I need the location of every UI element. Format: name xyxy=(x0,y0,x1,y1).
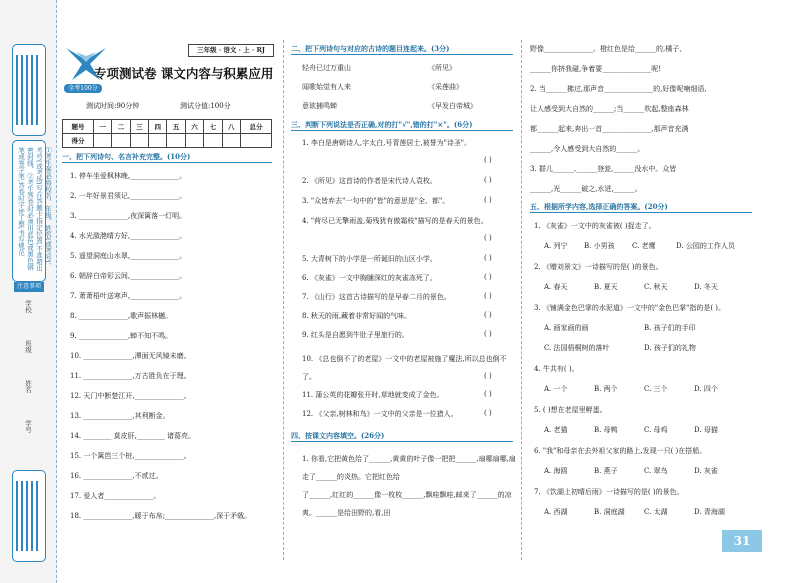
s5-option[interactable]: B. 孩子们的手印 xyxy=(644,324,696,332)
s3-answer[interactable]: ( ) xyxy=(484,254,492,262)
s5-option[interactable]: A. 海鸥 xyxy=(544,467,568,475)
s1-item[interactable]: 12. 天门中断楚江开,______________。 xyxy=(70,392,191,400)
notice-tag: 注意事项 xyxy=(14,282,44,292)
score-header-cell: 五 xyxy=(167,120,185,134)
score-table xyxy=(62,119,272,148)
section-underline xyxy=(530,212,752,213)
s3-answer[interactable]: ( ) xyxy=(484,390,492,398)
s1-item[interactable]: 3. ______________,夜深篱落一灯明。 xyxy=(70,212,187,220)
section4-heading: 四、按课文内容填空。(26分) xyxy=(291,431,385,440)
s3-answer[interactable]: ( ) xyxy=(484,311,492,319)
score-header-cell: 总分 xyxy=(240,120,271,134)
s1-item[interactable]: 14. ________ 莫皮肝,________ 诸葛亮。 xyxy=(70,432,196,440)
s3-answer[interactable]: ( ) xyxy=(484,330,492,338)
s1-item[interactable]: 18. ______________,暖于布帛;______________,深于矛戟。 xyxy=(70,512,252,520)
s5-option[interactable]: D. 灰雀 xyxy=(694,467,718,475)
page-title: 专项测试卷 课文内容与积累应用 xyxy=(94,66,274,81)
s1-item[interactable]: 7. 萧萧梧叶送寒声,______________。 xyxy=(70,292,187,300)
section5-heading: 五、根据所学内容,选择正确的答案。(20分) xyxy=(530,202,668,211)
s5-option[interactable]: C. 太湖 xyxy=(644,508,668,516)
s3-answer[interactable]: ( ) xyxy=(484,409,492,417)
s3-answer[interactable]: ( ) xyxy=(484,196,492,204)
score-cell[interactable] xyxy=(204,134,222,148)
column-divider xyxy=(521,40,522,560)
s4-p2[interactable]: 让人感受到大自然的______;当______吹起,整座森林 xyxy=(530,105,689,113)
grade-tag: 三年级 · 语文 · 上 · RJ xyxy=(188,44,274,57)
score-cell[interactable] xyxy=(149,134,167,148)
score-cell[interactable] xyxy=(93,134,111,148)
s1-item[interactable]: 1. 停车坐爱枫林晚,______________。 xyxy=(70,172,187,180)
s5-option[interactable]: B. 母鸭 xyxy=(594,426,618,434)
test-score: 测试分值:100分 xyxy=(180,102,231,110)
s5-option[interactable]: B. 小男孩 xyxy=(584,242,615,250)
s5-option[interactable]: D. 四个 xyxy=(694,385,718,393)
score-cell[interactable] xyxy=(222,134,240,148)
s2-left-item[interactable]: 闻歌始觉有人来 xyxy=(302,83,351,91)
s5-option[interactable]: C. 秋天 xyxy=(644,283,668,291)
s5-question: 1. 《灰雀》一文中的灰雀被( )捉走了。 xyxy=(534,222,656,230)
binding-decoration-top xyxy=(12,44,46,136)
s3-item: 5. 大青树下的小学是一所诞旧的山区小学。 xyxy=(302,255,437,263)
s5-option[interactable]: A. 春天 xyxy=(544,283,568,291)
s1-item[interactable]: 8. ______________,歌声振林樾。 xyxy=(70,312,173,320)
s3-item: 1. 李白是唐朝诗人,字太白,号青莲居士,被誉为"诗圣"。 xyxy=(302,139,472,147)
binding-decoration-bottom xyxy=(12,470,46,562)
test-time: 测试时间:90分钟 xyxy=(86,102,140,110)
s5-option[interactable]: A. 老猫 xyxy=(544,426,568,434)
field-school: 学校 xyxy=(24,300,32,313)
s5-question: 6. "我"和母亲在去外祖父家的路上,发现一只( )在搭船。 xyxy=(534,447,707,455)
s5-question: 7. 《饮湖上初晴后雨》一诗描写的是( )的景色。 xyxy=(534,488,684,496)
s4-p2[interactable]: 都______起来,奔出一首______________,那声音充满 xyxy=(530,125,689,133)
score-header-cell: 七 xyxy=(204,120,222,134)
student-info-fields xyxy=(18,300,42,470)
s5-option[interactable]: D. 青海湖 xyxy=(694,508,725,516)
s2-left-item[interactable]: 轻舟已过万重山 xyxy=(302,64,351,72)
s1-item[interactable]: 4. 水光潋滟晴方好,______________。 xyxy=(70,232,187,240)
section3-heading: 三、判断下列说法是否正确,对的打"√",错的打"×"。(6分) xyxy=(291,120,473,129)
s5-option[interactable]: C. 法国梧桐树的落叶 xyxy=(544,344,610,352)
s1-item[interactable]: 2. 一年好景君须记,______________。 xyxy=(70,192,187,200)
s1-item[interactable]: 11. ______________,万古胜负在于理。 xyxy=(70,372,191,380)
s5-question: 5. ( )想在老屋里孵蛋。 xyxy=(534,406,607,414)
s2-right-item[interactable]: 《所见》 xyxy=(428,64,456,72)
s3-answer[interactable]: ( ) xyxy=(484,273,492,281)
section-underline xyxy=(291,130,513,131)
binding-margin xyxy=(0,0,57,583)
s5-option[interactable]: D. 孩子们的礼物 xyxy=(644,344,696,352)
s3-item: 7. 《山行》这首古诗描写的是早春二月的景色。 xyxy=(302,293,451,301)
score-header-cell: 四 xyxy=(149,120,167,134)
field-name: 姓名 xyxy=(24,380,32,393)
s3-item: 11. 蒲公英的花瓣张开时,草地就变成了金色。 xyxy=(302,391,444,399)
s1-item[interactable]: 10. ______________,潭面无风镜未磨。 xyxy=(70,352,191,360)
s5-option[interactable]: D. 母猫 xyxy=(694,426,718,434)
field-number: 学号 xyxy=(24,420,32,433)
section-underline xyxy=(291,441,513,442)
s5-question: 2. 《赠刘景文》一诗描写的是( )的景色。 xyxy=(534,263,663,271)
score-cell[interactable] xyxy=(130,134,148,148)
s3-answer[interactable]: ( ) xyxy=(484,176,492,184)
section2-heading: 二、把下列诗句与对应的古诗的题目连起来。(3分) xyxy=(291,44,450,53)
s4-p1-b[interactable]: 了______,红红的______像一枚枚______,飘哇飘哇,邮来了______的凉爽。______是给田野的,看,田 xyxy=(302,491,512,517)
s3-item: 9. 红头是自愿到牛肚子里旅行的。 xyxy=(302,331,409,339)
s5-option[interactable]: B. 燕子 xyxy=(594,467,618,475)
s4-p1-cont[interactable]: ______你挤我碰,争着要______________呢! xyxy=(530,65,662,73)
s4-p1-a[interactable]: 1. 你看,它把黄色给了______,黄黄的叶子像一把把______,扇哪扇哪,扇走了______的炎热。它把红色给 xyxy=(302,455,516,481)
section1-heading: 一、把下列诗句、名言补充完整。(10分) xyxy=(62,152,191,161)
s1-item[interactable]: 13. ______________,其利断金。 xyxy=(70,412,170,420)
s5-option[interactable]: C. 老鹰 xyxy=(632,242,656,250)
s5-option[interactable]: C. 翠鸟 xyxy=(644,467,668,475)
section-underline xyxy=(62,162,272,163)
s4-p3[interactable]: 3. 群儿______,______登瓮,______没水中。众皆 xyxy=(530,165,677,173)
s3-answer[interactable]: ( ) xyxy=(484,156,492,164)
s3-item: 12. 《父亲,树林和鸟》一文中的父亲是一位猎人。 xyxy=(302,410,458,418)
s5-option[interactable]: D. 冬天 xyxy=(694,283,718,291)
s3-answer[interactable]: ( ) xyxy=(484,372,492,380)
s1-item[interactable]: 16. ______________,不贰过。 xyxy=(70,472,163,480)
s5-option[interactable]: A. 一个 xyxy=(544,385,568,393)
page-number: 31 xyxy=(722,530,762,552)
s1-item[interactable]: 6. 朝辞白帝彩云间,______________。 xyxy=(70,272,187,280)
s5-option[interactable]: D. 公园的工作人员 xyxy=(676,242,735,250)
score-cell[interactable] xyxy=(112,134,130,148)
s5-option[interactable]: C. 母鸡 xyxy=(644,426,668,434)
score-header-cell: 八 xyxy=(222,120,240,134)
column-divider xyxy=(283,40,284,560)
s4-p3[interactable]: ______,光______破之,水迸,______。 xyxy=(530,185,642,193)
s3-item: 10. 《总也倒不了的老屋》一文中的老屋被施了魔法,所以总也倒不了。 xyxy=(302,355,507,381)
s3-answer[interactable]: ( ) xyxy=(484,292,492,300)
score-header-cell: 三 xyxy=(130,120,148,134)
s5-option[interactable]: B. 洞庭湖 xyxy=(594,508,625,516)
s5-option[interactable]: A. 列宁 xyxy=(544,242,568,250)
s5-option[interactable]: A. 画家画的画 xyxy=(544,324,589,332)
s4-p2[interactable]: ______,令人感受到大自然的______。 xyxy=(530,145,645,153)
score-header-cell: 二 xyxy=(112,120,130,134)
s1-item[interactable]: 5. 遥望洞庭山水翠,______________。 xyxy=(70,252,187,260)
s4-p2[interactable]: 2. 当______拂过,那声音______________的,好像呢喃细语, xyxy=(530,85,707,93)
s3-item: 2. 《所见》这首诗的作者是宋代诗人袁枚。 xyxy=(302,177,437,185)
s3-item: 8. 秋天的雨,藏着非常好闻的气味。 xyxy=(302,312,412,320)
s3-item: 4. "荷尽已无擎雨盖,菊残犹有傲霜枝"描写的是春天的景色。 xyxy=(302,217,488,225)
s1-item[interactable]: 17. 爱人者______________。 xyxy=(70,492,161,500)
s5-option[interactable]: A. 西湖 xyxy=(544,508,568,516)
notice-box xyxy=(12,140,52,282)
s5-option[interactable]: B. 夏天 xyxy=(594,283,618,291)
score-cell[interactable] xyxy=(240,134,271,148)
score-header-cell: 一 xyxy=(93,120,111,134)
s5-question: 3. 《铺满金色巴掌的水泥道》一文中的"金色巴掌"指的是( )。 xyxy=(534,304,726,312)
score-badge: 全考100分 xyxy=(64,84,102,93)
s2-right-item[interactable]: 《采莲曲》 xyxy=(428,83,463,91)
s5-option[interactable]: B. 两个 xyxy=(594,385,618,393)
s4-p1-cont[interactable]: 野像______________。橙红色是给______的,橘子、 xyxy=(530,45,687,53)
s5-question: 4. 牛共有( )。 xyxy=(534,365,579,373)
s1-item[interactable]: 15. 一个篱笆三个桩,______________。 xyxy=(70,452,191,460)
score-cell[interactable] xyxy=(167,134,185,148)
s2-left-item[interactable]: 意欲捕鸣蝉 xyxy=(302,102,337,110)
score-row-label: 得分 xyxy=(63,134,94,148)
field-class: 班级 xyxy=(24,340,32,353)
s3-item: 6. 《灰雀》一文中胸脯深红的灰雀冻死了。 xyxy=(302,274,437,282)
s5-option[interactable]: C. 三个 xyxy=(644,385,668,393)
score-header-cell: 题号 xyxy=(63,120,94,134)
s2-right-item[interactable]: 《早发白帝城》 xyxy=(428,102,477,110)
score-header-cell: 六 xyxy=(185,120,203,134)
score-cell[interactable] xyxy=(185,134,203,148)
section-underline xyxy=(291,54,513,55)
s1-item[interactable]: 9. ______________,蝉不知不鸣。 xyxy=(70,332,173,340)
s3-answer[interactable]: ( ) xyxy=(484,234,492,242)
s3-item: 3. "众皆弃去"一句中的"皆"的意思是"全、都"。 xyxy=(302,197,450,205)
notice-text: ①考生务必将校名、年级、姓名(或考号)、考号(或考场)写在答题卡指定位置,不准超出密封线、②考生答卷时必须用蓝色或黑色钢笔或签字笔,答卷时字迹工整,书写规范 xyxy=(17,147,52,272)
